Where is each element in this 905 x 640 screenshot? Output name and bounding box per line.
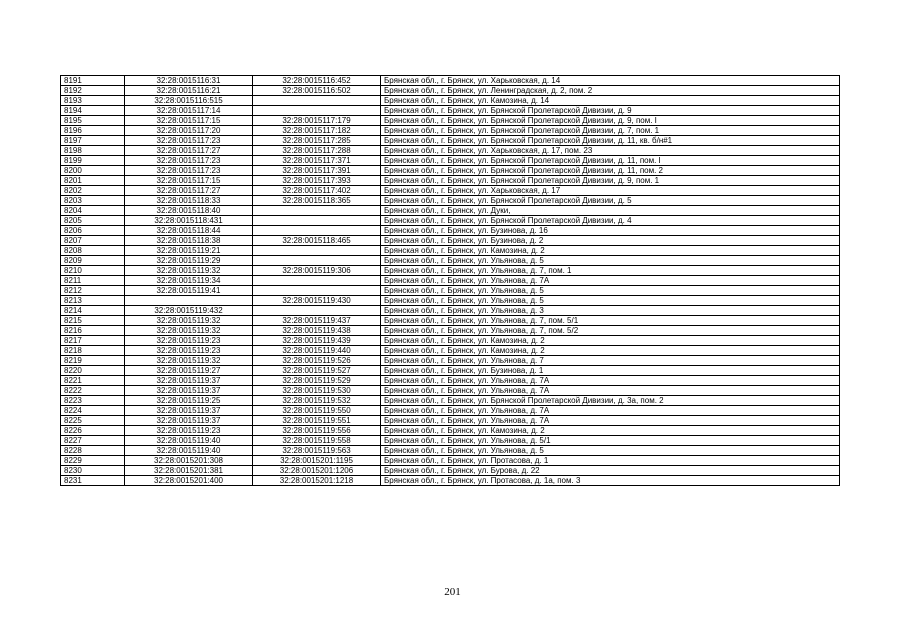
- object-number-cell: [253, 256, 381, 266]
- cadastral-number-cell: 32:28:0015201:308: [125, 456, 253, 466]
- cadastral-number-cell: 32:28:0015119:432: [125, 306, 253, 316]
- address-cell: Брянская обл., г. Брянск, ул. Ульянова, д. 7, пом. 1: [381, 266, 840, 276]
- object-number-cell: 32:28:0015116:502: [253, 86, 381, 96]
- address-cell: Брянская обл., г. Брянск, ул. Протасова, д. 1а, пом. 3: [381, 476, 840, 486]
- cadastral-number-cell: 32:28:0015117:27: [125, 146, 253, 156]
- row-number-cell: 8205: [61, 216, 125, 226]
- row-number-cell: 8192: [61, 86, 125, 96]
- table-row: [61, 406, 840, 416]
- address-cell: Брянская обл., г. Брянск, ул. Камозина, д. 14: [381, 96, 840, 106]
- cadastral-number-cell: 32:28:0015119:32: [125, 356, 253, 366]
- object-number-cell: 32:28:0015117:288: [253, 146, 381, 156]
- table-row: [61, 76, 840, 86]
- row-number-cell: 8214: [61, 306, 125, 316]
- address-cell: Брянская обл., г. Брянск, ул. Дуки,: [381, 206, 840, 216]
- address-cell: Брянская обл., г. Брянск, ул. Брянской Пролетарской Дивизии, д. 5: [381, 196, 840, 206]
- row-number-cell: 8193: [61, 96, 125, 106]
- row-number-cell: 8208: [61, 246, 125, 256]
- address-cell: Брянская обл., г. Брянск, ул. Бузинова, д. 1: [381, 366, 840, 376]
- object-number-cell: 32:28:0015119:532: [253, 396, 381, 406]
- object-number-cell: 32:28:0015201:1218: [253, 476, 381, 486]
- table-row: [61, 416, 840, 426]
- address-cell: Брянская обл., г. Брянск, ул. Ульянова, д. 7, пом. 5/2: [381, 326, 840, 336]
- table-row: [61, 126, 840, 136]
- table-row: [61, 466, 840, 476]
- cadastral-number-cell: 32:28:0015118:40: [125, 206, 253, 216]
- row-number-cell: 8230: [61, 466, 125, 476]
- table-row: [61, 316, 840, 326]
- row-number-cell: 8197: [61, 136, 125, 146]
- address-cell: Брянская обл., г. Брянск, ул. Бурова, д. 22: [381, 466, 840, 476]
- object-number-cell: 32:28:0015201:1206: [253, 466, 381, 476]
- table-row: [61, 206, 840, 216]
- row-number-cell: 8215: [61, 316, 125, 326]
- table-row: [61, 186, 840, 196]
- cadastral-number-cell: 32:28:0015119:32: [125, 266, 253, 276]
- cadastral-number-cell: 32:28:0015116:31: [125, 76, 253, 86]
- row-number-cell: 8231: [61, 476, 125, 486]
- object-number-cell: 32:28:0015119:306: [253, 266, 381, 276]
- cadastral-number-cell: [125, 296, 253, 306]
- cadastral-number-cell: 32:28:0015116:515: [125, 96, 253, 106]
- object-number-cell: 32:28:0015117:393: [253, 176, 381, 186]
- row-number-cell: 8220: [61, 366, 125, 376]
- row-number-cell: 8191: [61, 76, 125, 86]
- row-number-cell: 8211: [61, 276, 125, 286]
- table-row: [61, 236, 840, 246]
- address-cell: Брянская обл., г. Брянск, ул. Ульянова, д. 7, пом. 5/1: [381, 316, 840, 326]
- object-number-cell: 32:28:0015117:402: [253, 186, 381, 196]
- table-row: [61, 286, 840, 296]
- address-cell: Брянская обл., г. Брянск, ул. Камозина, д. 2: [381, 246, 840, 256]
- address-cell: Брянская обл., г. Брянск, ул. Камозина, д. 2: [381, 426, 840, 436]
- table-row: [61, 276, 840, 286]
- address-cell: Брянская обл., г. Брянск, ул. Брянской Пролетарской Дивизии, д. 4: [381, 216, 840, 226]
- address-cell: Брянская обл., г. Брянск, ул. Брянской Пролетарской Дивизии, д. 11, кв. б/н#1: [381, 136, 840, 146]
- address-cell: Брянская обл., г. Брянск, ул. Брянской Пролетарской Дивизии, д. 11, пом. I: [381, 156, 840, 166]
- row-number-cell: 8228: [61, 446, 125, 456]
- table-row: [61, 306, 840, 316]
- table-row: [61, 456, 840, 466]
- cadastral-number-cell: 32:28:0015119:37: [125, 376, 253, 386]
- object-number-cell: 32:28:0015119:440: [253, 346, 381, 356]
- address-cell: Брянская обл., г. Брянск, ул. Ульянова, д. 7А: [381, 376, 840, 386]
- row-number-cell: 8203: [61, 196, 125, 206]
- cadastral-number-cell: 32:28:0015119:34: [125, 276, 253, 286]
- cadastral-number-cell: 32:28:0015119:25: [125, 396, 253, 406]
- address-cell: Брянская обл., г. Брянск, ул. Брянской Пролетарской Дивизии, д. 9: [381, 106, 840, 116]
- object-number-cell: 32:28:0015116:452: [253, 76, 381, 86]
- table-row: [61, 176, 840, 186]
- cadastral-number-cell: 32:28:0015117:23: [125, 166, 253, 176]
- table-row: [61, 476, 840, 486]
- table-row: [61, 266, 840, 276]
- row-number-cell: 8207: [61, 236, 125, 246]
- row-number-cell: 8200: [61, 166, 125, 176]
- address-cell: Брянская обл., г. Брянск, ул. Брянской Пролетарской Дивизии, д. 3а, пом. 2: [381, 396, 840, 406]
- cadastral-number-cell: 32:28:0015118:33: [125, 196, 253, 206]
- object-number-cell: 32:28:0015119:437: [253, 316, 381, 326]
- address-cell: Брянская обл., г. Брянск, ул. Ленинградская, д. 2, пом. 2: [381, 86, 840, 96]
- table-row: [61, 146, 840, 156]
- cadastral-number-cell: 32:28:0015119:21: [125, 246, 253, 256]
- object-number-cell: 32:28:0015119:551: [253, 416, 381, 426]
- table-row: [61, 446, 840, 456]
- row-number-cell: 8224: [61, 406, 125, 416]
- address-cell: Брянская обл., г. Брянск, ул. Ульянова, д. 5: [381, 446, 840, 456]
- address-cell: Брянская обл., г. Брянск, ул. Ульянова, д. 7: [381, 356, 840, 366]
- cadastral-number-cell: 32:28:0015119:23: [125, 426, 253, 436]
- cadastral-number-cell: 32:28:0015119:23: [125, 336, 253, 346]
- row-number-cell: 8201: [61, 176, 125, 186]
- table-row: [61, 256, 840, 266]
- row-number-cell: 8194: [61, 106, 125, 116]
- object-number-cell: [253, 106, 381, 116]
- address-cell: Брянская обл., г. Брянск, ул. Бузинова, д. 2: [381, 236, 840, 246]
- row-number-cell: 8212: [61, 286, 125, 296]
- table-row: [61, 366, 840, 376]
- page-number: 201: [444, 586, 461, 598]
- cadastral-number-cell: 32:28:0015201:381: [125, 466, 253, 476]
- cadastral-number-cell: 32:28:0015119:37: [125, 416, 253, 426]
- row-number-cell: 8196: [61, 126, 125, 136]
- address-cell: Брянская обл., г. Брянск, ул. Ульянова, д. 5: [381, 296, 840, 306]
- address-cell: Брянская обл., г. Брянск, ул. Ульянова, д. 7А: [381, 416, 840, 426]
- table-row: [61, 356, 840, 366]
- table-row: [61, 216, 840, 226]
- address-cell: Брянская обл., г. Брянск, ул. Харьковская, д. 14: [381, 76, 840, 86]
- cadastral-number-cell: 32:28:0015117:15: [125, 176, 253, 186]
- object-number-cell: 32:28:0015201:1195: [253, 456, 381, 466]
- cadastral-number-cell: 32:28:0015119:29: [125, 256, 253, 266]
- object-number-cell: 32:28:0015119:439: [253, 336, 381, 346]
- cadastral-number-cell: 32:28:0015119:41: [125, 286, 253, 296]
- row-number-cell: 8227: [61, 436, 125, 446]
- object-number-cell: 32:28:0015117:285: [253, 136, 381, 146]
- object-number-cell: [253, 216, 381, 226]
- object-number-cell: 32:28:0015119:438: [253, 326, 381, 336]
- table-row: [61, 116, 840, 126]
- address-cell: Брянская обл., г. Брянск, ул. Ульянова, д. 5/1: [381, 436, 840, 446]
- object-number-cell: [253, 306, 381, 316]
- cadastral-number-cell: 32:28:0015119:32: [125, 326, 253, 336]
- object-number-cell: 32:28:0015119:550: [253, 406, 381, 416]
- row-number-cell: 8213: [61, 296, 125, 306]
- registry-table: [60, 75, 840, 486]
- object-number-cell: 32:28:0015117:182: [253, 126, 381, 136]
- cadastral-number-cell: 32:28:0015117:23: [125, 156, 253, 166]
- object-number-cell: 32:28:0015118:465: [253, 236, 381, 246]
- address-cell: Брянская обл., г. Брянск, ул. Харьковская, д. 17, пом. 23: [381, 146, 840, 156]
- object-number-cell: 32:28:0015117:371: [253, 156, 381, 166]
- table-row: [61, 336, 840, 346]
- cadastral-number-cell: 32:28:0015117:14: [125, 106, 253, 116]
- table-row: [61, 436, 840, 446]
- object-number-cell: 32:28:0015119:430: [253, 296, 381, 306]
- row-number-cell: 8221: [61, 376, 125, 386]
- table-row: [61, 396, 840, 406]
- table-row: [61, 226, 840, 236]
- cadastral-number-cell: 32:28:0015117:27: [125, 186, 253, 196]
- row-number-cell: 8204: [61, 206, 125, 216]
- address-cell: Брянская обл., г. Брянск, ул. Брянской Пролетарской Дивизии, д. 11, пом. 2: [381, 166, 840, 176]
- cadastral-number-cell: 32:28:0015119:40: [125, 436, 253, 446]
- row-number-cell: 8210: [61, 266, 125, 276]
- row-number-cell: 8216: [61, 326, 125, 336]
- table-row: [61, 96, 840, 106]
- cadastral-number-cell: 32:28:0015117:20: [125, 126, 253, 136]
- address-cell: Брянская обл., г. Брянск, ул. Брянской Пролетарской Дивизии, д. 9, пом. 1: [381, 176, 840, 186]
- object-number-cell: [253, 286, 381, 296]
- table-row: [61, 426, 840, 436]
- row-number-cell: 8225: [61, 416, 125, 426]
- address-cell: Брянская обл., г. Брянск, ул. Камозина, д. 2: [381, 336, 840, 346]
- cadastral-number-cell: 32:28:0015119:27: [125, 366, 253, 376]
- object-number-cell: [253, 96, 381, 106]
- table-row: [61, 156, 840, 166]
- row-number-cell: 8202: [61, 186, 125, 196]
- cadastral-number-cell: 32:28:0015117:23: [125, 136, 253, 146]
- row-number-cell: 8199: [61, 156, 125, 166]
- object-number-cell: 32:28:0015119:558: [253, 436, 381, 446]
- object-number-cell: 32:28:0015117:391: [253, 166, 381, 176]
- object-number-cell: 32:28:0015119:556: [253, 426, 381, 436]
- row-number-cell: 8206: [61, 226, 125, 236]
- cadastral-number-cell: 32:28:0015119:32: [125, 316, 253, 326]
- table-row: [61, 136, 840, 146]
- row-number-cell: 8198: [61, 146, 125, 156]
- object-number-cell: [253, 206, 381, 216]
- registry-table-body: [61, 76, 840, 486]
- object-number-cell: [253, 276, 381, 286]
- address-cell: Брянская обл., г. Брянск, ул. Бузинова, д. 16: [381, 226, 840, 236]
- cadastral-number-cell: 32:28:0015118:38: [125, 236, 253, 246]
- row-number-cell: 8217: [61, 336, 125, 346]
- address-cell: Брянская обл., г. Брянск, ул. Ульянова, д. 5: [381, 286, 840, 296]
- cadastral-number-cell: 32:28:0015117:15: [125, 116, 253, 126]
- object-number-cell: 32:28:0015117:179: [253, 116, 381, 126]
- table-row: [61, 246, 840, 256]
- table-row: [61, 166, 840, 176]
- row-number-cell: 8223: [61, 396, 125, 406]
- object-number-cell: [253, 226, 381, 236]
- cadastral-number-cell: 32:28:0015118:431: [125, 216, 253, 226]
- cadastral-number-cell: 32:28:0015119:37: [125, 386, 253, 396]
- row-number-cell: 8229: [61, 456, 125, 466]
- address-cell: Брянская обл., г. Брянск, ул. Ульянова, д. 7А: [381, 276, 840, 286]
- table-row: [61, 196, 840, 206]
- cadastral-number-cell: 32:28:0015116:21: [125, 86, 253, 96]
- address-cell: Брянская обл., г. Брянск, ул. Ульянова, д. 7А: [381, 386, 840, 396]
- address-cell: Брянская обл., г. Брянск, ул. Ульянова, д. 7А: [381, 406, 840, 416]
- cadastral-number-cell: 32:28:0015201:400: [125, 476, 253, 486]
- address-cell: Брянская обл., г. Брянск, ул. Ульянова, д. 5: [381, 256, 840, 266]
- table-row: [61, 376, 840, 386]
- table-row: [61, 386, 840, 396]
- address-cell: Брянская обл., г. Брянск, ул. Протасова, д. 1: [381, 456, 840, 466]
- row-number-cell: 8219: [61, 356, 125, 366]
- cadastral-number-cell: 32:28:0015118:44: [125, 226, 253, 236]
- row-number-cell: 8222: [61, 386, 125, 396]
- table-row: [61, 326, 840, 336]
- object-number-cell: 32:28:0015119:563: [253, 446, 381, 456]
- row-number-cell: 8195: [61, 116, 125, 126]
- table-row: [61, 106, 840, 116]
- object-number-cell: [253, 246, 381, 256]
- address-cell: Брянская обл., г. Брянск, ул. Брянской Пролетарской Дивизии, д. 7, пом. 1: [381, 126, 840, 136]
- cadastral-number-cell: 32:28:0015119:40: [125, 446, 253, 456]
- address-cell: Брянская обл., г. Брянск, ул. Ульянова, д. 3: [381, 306, 840, 316]
- object-number-cell: 32:28:0015119:529: [253, 376, 381, 386]
- row-number-cell: 8226: [61, 426, 125, 436]
- table-row: [61, 296, 840, 306]
- row-number-cell: 8218: [61, 346, 125, 356]
- object-number-cell: 32:28:0015119:527: [253, 366, 381, 376]
- table-row: [61, 86, 840, 96]
- address-cell: Брянская обл., г. Брянск, ул. Харьковская, д. 17: [381, 186, 840, 196]
- row-number-cell: 8209: [61, 256, 125, 266]
- address-cell: Брянская обл., г. Брянск, ул. Брянской Пролетарской Дивизии, д. 9, пом. I: [381, 116, 840, 126]
- object-number-cell: 32:28:0015118:365: [253, 196, 381, 206]
- object-number-cell: 32:28:0015119:530: [253, 386, 381, 396]
- address-cell: Брянская обл., г. Брянск, ул. Камозина, д. 2: [381, 346, 840, 356]
- object-number-cell: 32:28:0015119:526: [253, 356, 381, 366]
- table-row: [61, 346, 840, 356]
- cadastral-number-cell: 32:28:0015119:23: [125, 346, 253, 356]
- cadastral-number-cell: 32:28:0015119:37: [125, 406, 253, 416]
